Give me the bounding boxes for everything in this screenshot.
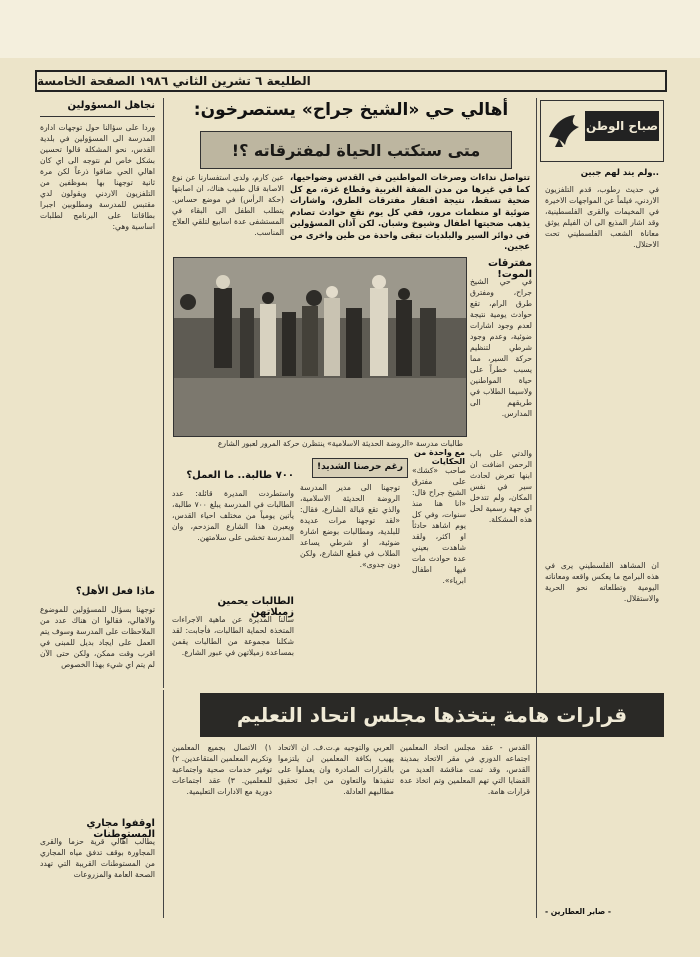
left-body: وردا على سؤالنا حول توجهات ادارة المدرسة الى المسؤولين في بلدية القدس، نحو المشكلة قالوا تحسين بشكل خاص لم نتوجه الى اي كان اهالي الحي ضاقوا ذرعاً لكن مرة ثانية توجهنا بها بموظفين من التلفزيون الاردني ويقولون لدي مقتبس للمدرسة ومطلوبين اجبرا بطاقاتنا على البرنامج لطلبات اساسية وهي: (40, 123, 155, 231)
left-points-body: توجهنا بسؤال للمسؤولين للموضوع والاهالي، فقالوا ان هناك عدد من الملاحظات على المدرسة وسوف يتم العمل على ايجاد بديل للمبنى في اقرب وقت ممكن، ولكن حتى الآن لم يتم اي شيء بهذا الخصوص (40, 605, 155, 669)
education-banner: قرارات هامة يتخذها مجلس اتحاد التعليم (200, 693, 664, 737)
education-col2: العربي والتوجيه م.ت.ف. ان الاتحاد يهيب بكافة المعلمين ان يلتزموا بالقرارات الصادرة وان يعملوا على تنفيذها والتعاون من اجل تحقيق مطالبهم العادلة. (278, 743, 394, 796)
column-subtitle: ..ولم يند لهم جبين (580, 168, 659, 178)
main-headline: أهالي حي «الشيخ جراح» يستصرخون: (193, 100, 509, 120)
right-subheading: مفترقات الموت! (487, 258, 532, 280)
left-divider (163, 98, 164, 688)
left-heading: نجاهل المسؤولين (67, 100, 155, 111)
box-heading-frame (312, 458, 408, 478)
right-column-body: في حديث رطوب، قدم التلفزيون الاردني، فيلماً عن المواجهات الاخيرة في المخيمات والقرى الفلسطينية، وقد اشار المذيع الى ان الفيلم يوثق معاناة الشعب الفلسطيني تحت الاحتلال. (545, 185, 659, 249)
lower-divider (163, 690, 164, 918)
left-bottom-heading: اوقفوا مجاري المستوطنات (86, 818, 155, 840)
education-col1: القدس - عقد مجلس اتحاد المعلمين اجتماعه الدوري في مقر الاتحاد بمدينة القدس، وقد تمت مناقشة العديد من القضايا التي تهم المعلمين وتم اتخاذ عدة قرارات هامة. (400, 743, 530, 796)
box-body: توجهنا الى مدير المدرسة الروضة الحديثة الاسلامية، والذي تقع قبالة الشارع، فقال: «لقد توجهنا مرات عديدة للبلدية، ومطالبات بوضع اشارة ضوئية، او شرطي يساعد الطلاب في قطع الشارع، ولكن دون جدوى». (300, 483, 400, 569)
girls-heading: ٧٠٠ طالبة.. ما العمل؟ (186, 470, 294, 481)
left-heading-rule (40, 116, 155, 117)
dove-icon (545, 107, 585, 151)
right-column-signature: - صابر العطارين - (545, 907, 612, 916)
main-body-right: في حي الشيخ جراح، ومفترق طرق الرام، تقع حوادث يومية نتيجة لعدم وجود اشارات ضوئية، وعدم وجود شرطي لتنظيم حركة السير، مما يسبب خطراً على حياة المواطنين ولاسيما الطلاب في طريقهم الى المدارس. (470, 277, 532, 418)
education-points: ١) الاتصال بجميع المعلمين وتكريم المعلمين المتقاعدين. ٢) توفير خدمات صحية واجتماعية للمعلمين. ٣) عقد اجتماعات دورية مع الادارات التعليمية. (172, 743, 272, 796)
column-logo-box (540, 100, 664, 162)
right-column-body-2: ان المشاهد الفلسطيني يرى في هذه البرامج ما يعكس واقعه ومعاناته اليومية وتطلعاته نحو الحرية والاستقلال. (545, 561, 659, 603)
left-points-heading: ماذا فعل الأهل؟ (75, 586, 155, 597)
story-body: صاحب «كشك» على مفترق الشيخ جراح قال: «انا هنا منذ سنوات، وفي كل يوم اشاهد حادثاً او اكثر، ولقد شاهدت بعيني عدة حوادث مات فيها اطفال ابرياء». (412, 466, 466, 585)
colleague-heading: الطالبات يحمين زميلاتهن (217, 596, 294, 618)
main-subheadline-box: متى ستكتب الحياة لمفترقاته ؟! (200, 131, 512, 169)
news-photo (173, 257, 467, 437)
photo-caption: طالبات مدرسة «الروضة الحديثة الاسلامية» ينتظرن حركة المرور لعبور الشارع (217, 439, 463, 448)
colleague-body: سألنا المديرة عن ماهية الاجراءات المتخذة لحماية الطالبات، فأجابت: لقد شكلنا مجموعة من الطالبات يقمن بمساعدة زميلاتهن في عبور الشارع. (172, 615, 294, 657)
photo-illustration (174, 258, 466, 436)
header-line: الطليعة ٦ تشرين الثاني ١٩٨٦ الصفحة الخامسة (37, 74, 311, 88)
scan-top-margin (0, 0, 700, 58)
column-logo-title: صباح الوطن (585, 111, 659, 141)
main-far-right-body: والدتي على باب الرحمن اضافت ان ابنها تعرض لحادث سير في نفس المكان، ولم تتدخل اي جهة رسمية لحل هذه المشكلة. (470, 449, 532, 524)
box-heading: رغم حرصنا الشديد! (317, 462, 403, 472)
girls-body: واستطردت المديرة قائلة: عدد الطالبات في المدرسة يبلغ ٧٠٠ طالبة، يأتين يومياً من مختلف احياء القدس، ويعبرن هذا الشارع المزدحم، وان المدرسة تخشى على سلامتهن. (172, 489, 294, 542)
main-lead: تتواصل نداءات وصرخات المواطنين في القدس وضواحيها، كما في غيرها من مدن الضفة الغربية وقطاع غزة، مع كل ضحية تسقط، نتيجة افتقار مفترقات الطرق، واشارات ضوئية او منظمات مرور، ففي كل يوم تقع حوادث تصادم يذهب ضحيتها اطفال وشيوخ وشبان. لكن آذان المسؤولين في دوائر السير والبلديات تبقى واحدة من طين واخرى من عجين. (290, 172, 530, 251)
left-bottom-body: يطالب اهالي قرية حزما والقرى المجاورة بوقف تدفق مياه المجاري من المستوطنات القريبة التي تهدد الصحة العامة والمزروعات (40, 837, 155, 879)
column-divider (536, 98, 537, 918)
main-col-mid: عين كارم، ولدى استفسارنا عن نوع الاصابة قال طبيب هناك، ان اصابتها (حكة الرأس) في موضع حساس. يتطلب الطفل الى البقاء في المستشفى عدة اسابيع لتلقي العلاج المناسب. (172, 173, 284, 237)
story-heading: مع واحدة من الحكايات (414, 448, 465, 466)
page-header (35, 70, 667, 92)
